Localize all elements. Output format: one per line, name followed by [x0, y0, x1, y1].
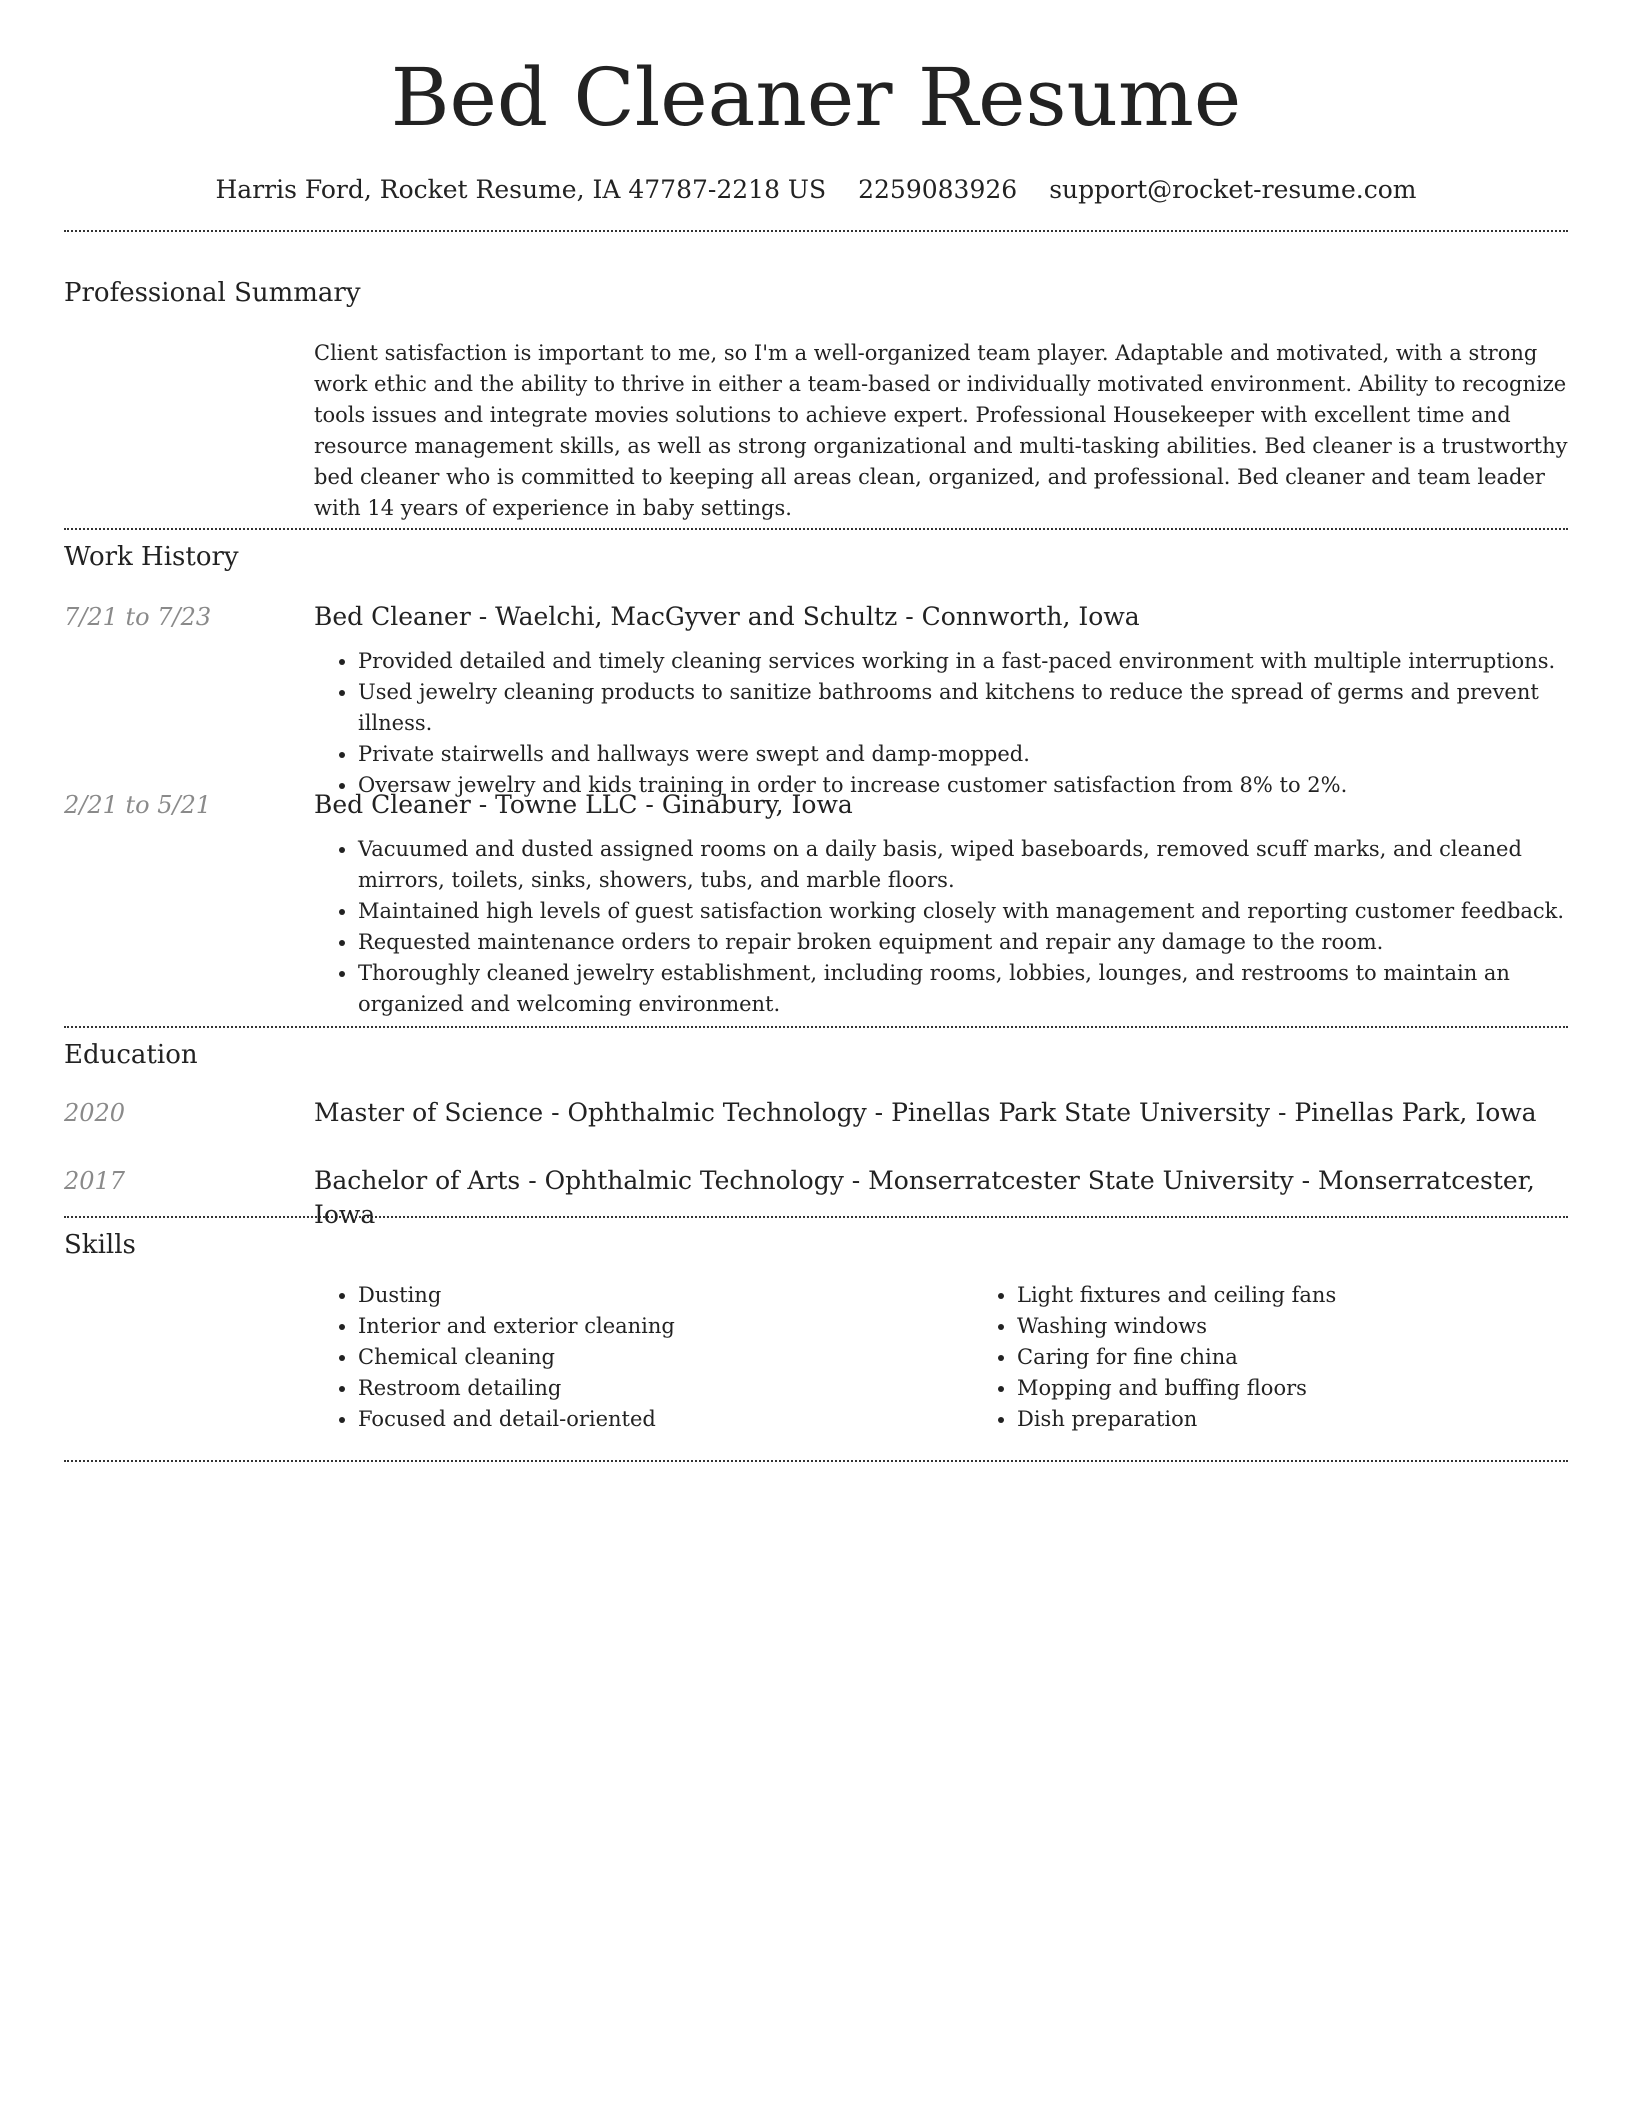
list-item: • Thoroughly cleaned jewelry establishment, including rooms, lobbies, lounges, and restrooms to maintain an organized and welcoming environment.	[358, 958, 1568, 1020]
job-bullet-list	[314, 834, 1568, 1020]
skill-item: • Mopping and buffing floors	[1017, 1373, 1632, 1404]
skill-item: • Caring for fine china	[1017, 1342, 1632, 1373]
job-bullet-list	[314, 646, 1568, 801]
education-entry	[64, 1148, 1568, 1229]
education-year: 2017	[64, 1167, 126, 1195]
list-item: • Private stairwells and hallways were swept and damp-mopped.	[358, 739, 1568, 770]
summary-row	[64, 338, 1568, 528]
education-entry	[64, 1080, 1568, 1148]
skill-item: • Chemical cleaning	[358, 1342, 973, 1373]
skill-item: • Light fixtures and ceiling fans	[1017, 1280, 1632, 1311]
contact-address: Harris Ford, Rocket Resume, IA 47787-2218 US	[215, 175, 827, 204]
education-degree: Master of Science - Ophthalmic Technology - Pinellas Park State University - Pinellas Park, Iowa	[314, 1098, 1537, 1127]
list-item: • Provided detailed and timely cleaning services working in a fast-paced environment with multiple interruptions.	[358, 646, 1568, 677]
job-dates: 7/21 to 7/23	[64, 603, 212, 631]
skill-item: • Interior and exterior cleaning	[358, 1311, 973, 1342]
work-history-heading: Work History	[64, 542, 239, 572]
list-item: • Vacuumed and dusted assigned rooms on a daily basis, wiped baseboards, removed scuff marks, and cleaned mirrors, toilets, sinks, showers, tubs, and marble floors.	[358, 834, 1568, 896]
summary-text: Client satisfaction is important to me, so I'm a well-organized team player. Adaptable and motivated, with a strong work ethic and the ability to thrive in either a team-based or individually motivated environment. Ability to recognize tools issues and integrate movies solutions to achieve expert. Professional Housekeeper with excellent time and resource management skills, as well as strong organizational and multi-tasking abilities. Bed cleaner is a trustworthy bed cleaner who is committed to keeping all areas clean, organized, and professional. Bed cleaner and team leader with 14 years of experience in baby settings.	[314, 341, 1568, 520]
skills-heading: Skills	[64, 1230, 136, 1260]
job-dates: 2/21 to 5/21	[64, 791, 212, 819]
divider	[64, 1460, 1568, 1462]
skill-item: • Dusting	[358, 1280, 973, 1311]
list-item: • Used jewelry cleaning products to sanitize bathrooms and kitchens to reduce the spread of germs and prevent illness.	[358, 677, 1568, 739]
skill-item: • Washing windows	[1017, 1311, 1632, 1342]
skills-section	[64, 1218, 1568, 1460]
skills-list-right	[973, 1280, 1632, 1460]
skills-columns	[314, 1280, 1632, 1460]
summary-heading: Professional Summary	[64, 278, 361, 308]
skills-list-left	[314, 1280, 973, 1460]
skill-item: • Restroom detailing	[358, 1373, 973, 1404]
job-entry	[64, 584, 1568, 797]
contact-phone: 2259083926	[858, 175, 1018, 204]
work-history-section	[64, 530, 1568, 1026]
contact-email: support@rocket-resume.com	[1049, 175, 1417, 204]
education-section	[64, 1028, 1568, 1229]
skill-item: • Dish preparation	[1017, 1404, 1632, 1435]
skill-item: • Focused and detail-oriented	[358, 1404, 973, 1435]
summary-section	[64, 232, 1568, 528]
contact-line	[64, 162, 1568, 230]
list-item: • Oversaw jewelry and kids training in order to increase customer satisfaction from 8% to 2%.	[358, 770, 1568, 801]
education-degree: Bachelor of Arts - Ophthalmic Technology - Monserratcester State University - Monserratcester, Iowa	[314, 1166, 1535, 1229]
resume-title: Bed Cleaner Resume	[390, 51, 1242, 144]
skills-row	[64, 1272, 1568, 1460]
list-item: • Requested maintenance orders to repair broken equipment and repair any damage to the room.	[358, 927, 1568, 958]
education-year: 2020	[64, 1099, 126, 1127]
job-entry	[64, 784, 1568, 1026]
job-title: Bed Cleaner - Towne LLC - Ginabury, Iowa	[314, 790, 853, 819]
job-title: Bed Cleaner - Waelchi, MacGyver and Schultz - Connworth, Iowa	[314, 602, 1140, 631]
list-item: • Maintained high levels of guest satisfaction working closely with management and reporting customer feedback.	[358, 896, 1568, 927]
education-heading: Education	[64, 1040, 198, 1070]
